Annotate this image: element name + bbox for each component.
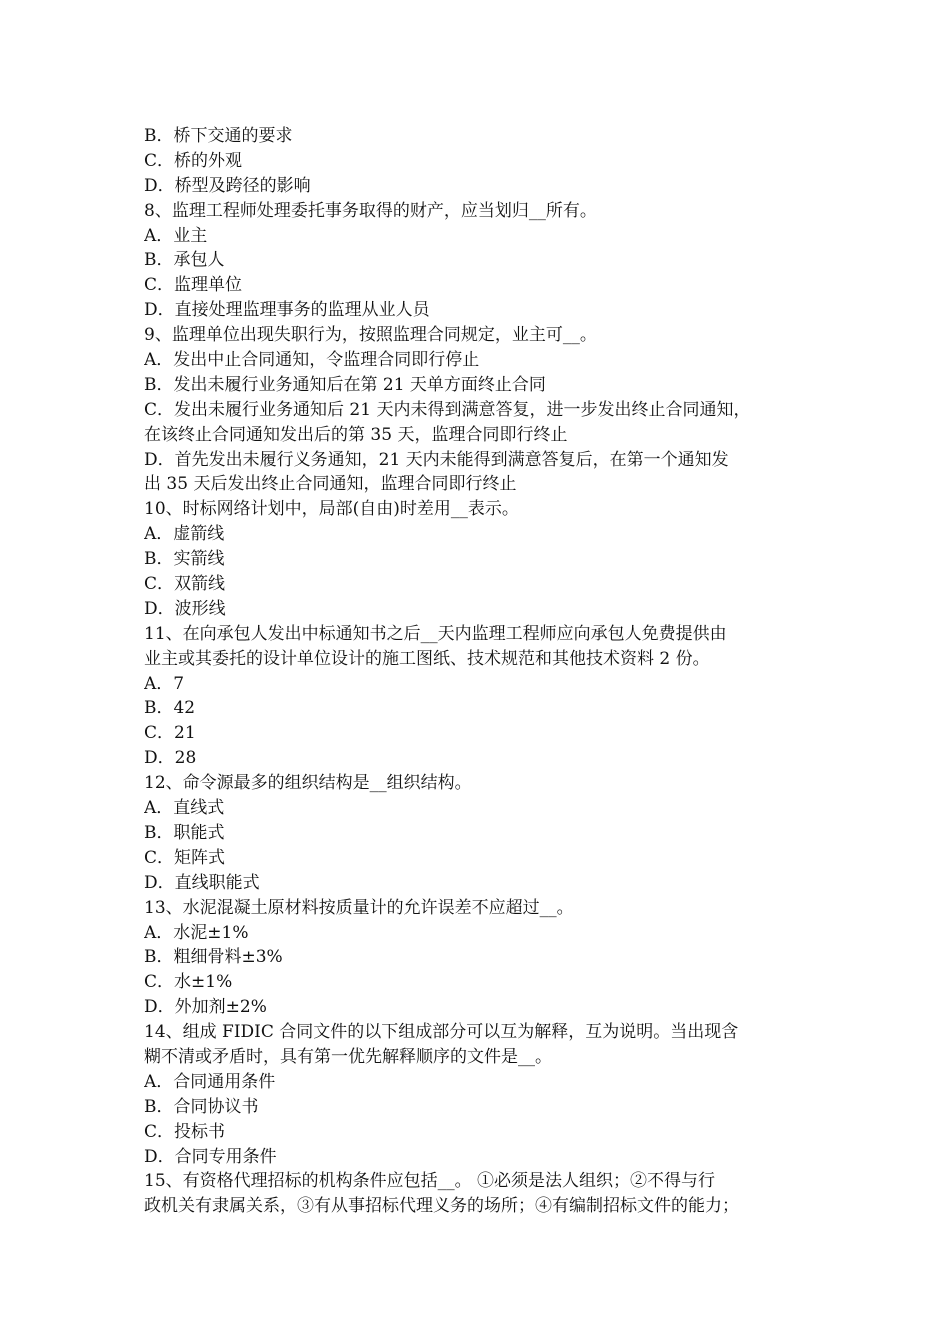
text-line: D．28 — [144, 748, 197, 769]
question-11: 11、在向承包人发出中标通知书之后__天内监理工程师应向承包人免费提供由 — [144, 623, 727, 644]
text-line: C．监理单位 — [144, 275, 243, 296]
text-line: 业主或其委托的设计单位设计的施工图纸、技术规范和其他技术资料 2 份。 — [144, 648, 710, 669]
text-line: 糊不清或矛盾时，具有第一优先解释顺序的文件是__。 — [144, 1046, 552, 1067]
text-line: 政机关有隶属关系，③有从事招标代理义务的场所；④有编制招标文件的能力； — [144, 1196, 739, 1217]
text-line: B．发出未履行业务通知后在第 21 天单方面终止合同 — [144, 374, 546, 395]
text-line: D．波形线 — [144, 598, 226, 619]
text-line: D．外加剂±2% — [144, 997, 267, 1018]
text-line: B．42 — [144, 698, 196, 719]
text-line: B．粗细骨料±3% — [144, 947, 283, 968]
text-line: A．发出中止合同通知，令监理合同即行停止 — [144, 350, 480, 371]
text-line: D．桥型及跨径的影响 — [144, 175, 311, 196]
text-line: 出 35 天后发出终止合同通知，监理合同即行终止 — [144, 474, 517, 495]
question-9: 9、监理单位出现失职行为，按照监理合同规定，业主可__。 — [144, 325, 597, 346]
text-line: A．业主 — [144, 225, 208, 246]
document-page — [144, 124, 824, 1219]
text-line: D．直接处理监理事务的监理从业人员 — [144, 300, 430, 321]
text-line: D．首先发出未履行义务通知，21 天内未能得到满意答复后，在第一个通知发 — [144, 449, 729, 470]
question-8: 8、监理工程师处理委托事务取得的财产，应当划归__所有。 — [144, 200, 597, 221]
text-line: C．水±1% — [144, 972, 233, 993]
question-12: 12、命令源最多的组织结构是__组织结构。 — [144, 773, 472, 794]
text-line: C．双箭线 — [144, 574, 226, 595]
text-line: C．21 — [144, 723, 196, 744]
text-line: C．投标书 — [144, 1121, 226, 1142]
text-line: B．合同协议书 — [144, 1096, 259, 1117]
text-line: A．水泥±1% — [144, 922, 249, 943]
text-line: B．承包人 — [144, 250, 225, 271]
text-line: A．合同通用条件 — [144, 1071, 276, 1092]
question-14: 14、组成 FIDIC 合同文件的以下组成部分可以互为解释，互为说明。当出现含 — [144, 1022, 739, 1043]
question-15: 15、有资格代理招标的机构条件应包括__。 ①必须是法人组织；②不得与行 — [144, 1171, 716, 1192]
question-10: 10、时标网络计划中，局部(自由)时差用__表示。 — [144, 499, 519, 520]
text-line: C．发出未履行业务通知后 21 天内未得到满意答复，进一步发出终止合同通知， — [144, 399, 751, 420]
text-line: 在该终止合同通知发出后的第 35 天，监理合同即行终止 — [144, 424, 568, 445]
text-line: B．职能式 — [144, 822, 225, 843]
text-line: D．直线职能式 — [144, 872, 260, 893]
text-line: C．桥的外观 — [144, 150, 243, 171]
text-line: B．实箭线 — [144, 549, 225, 570]
text-line: D．合同专用条件 — [144, 1146, 277, 1167]
text-line: A．直线式 — [144, 798, 225, 819]
question-13: 13、水泥混凝土原材料按质量计的允许误差不应超过__。 — [144, 897, 574, 918]
text-line: C．矩阵式 — [144, 847, 226, 868]
text-line: B．桥下交通的要求 — [144, 126, 293, 146]
text-line: A．虚箭线 — [144, 524, 225, 545]
text-line: A．7 — [144, 673, 185, 694]
